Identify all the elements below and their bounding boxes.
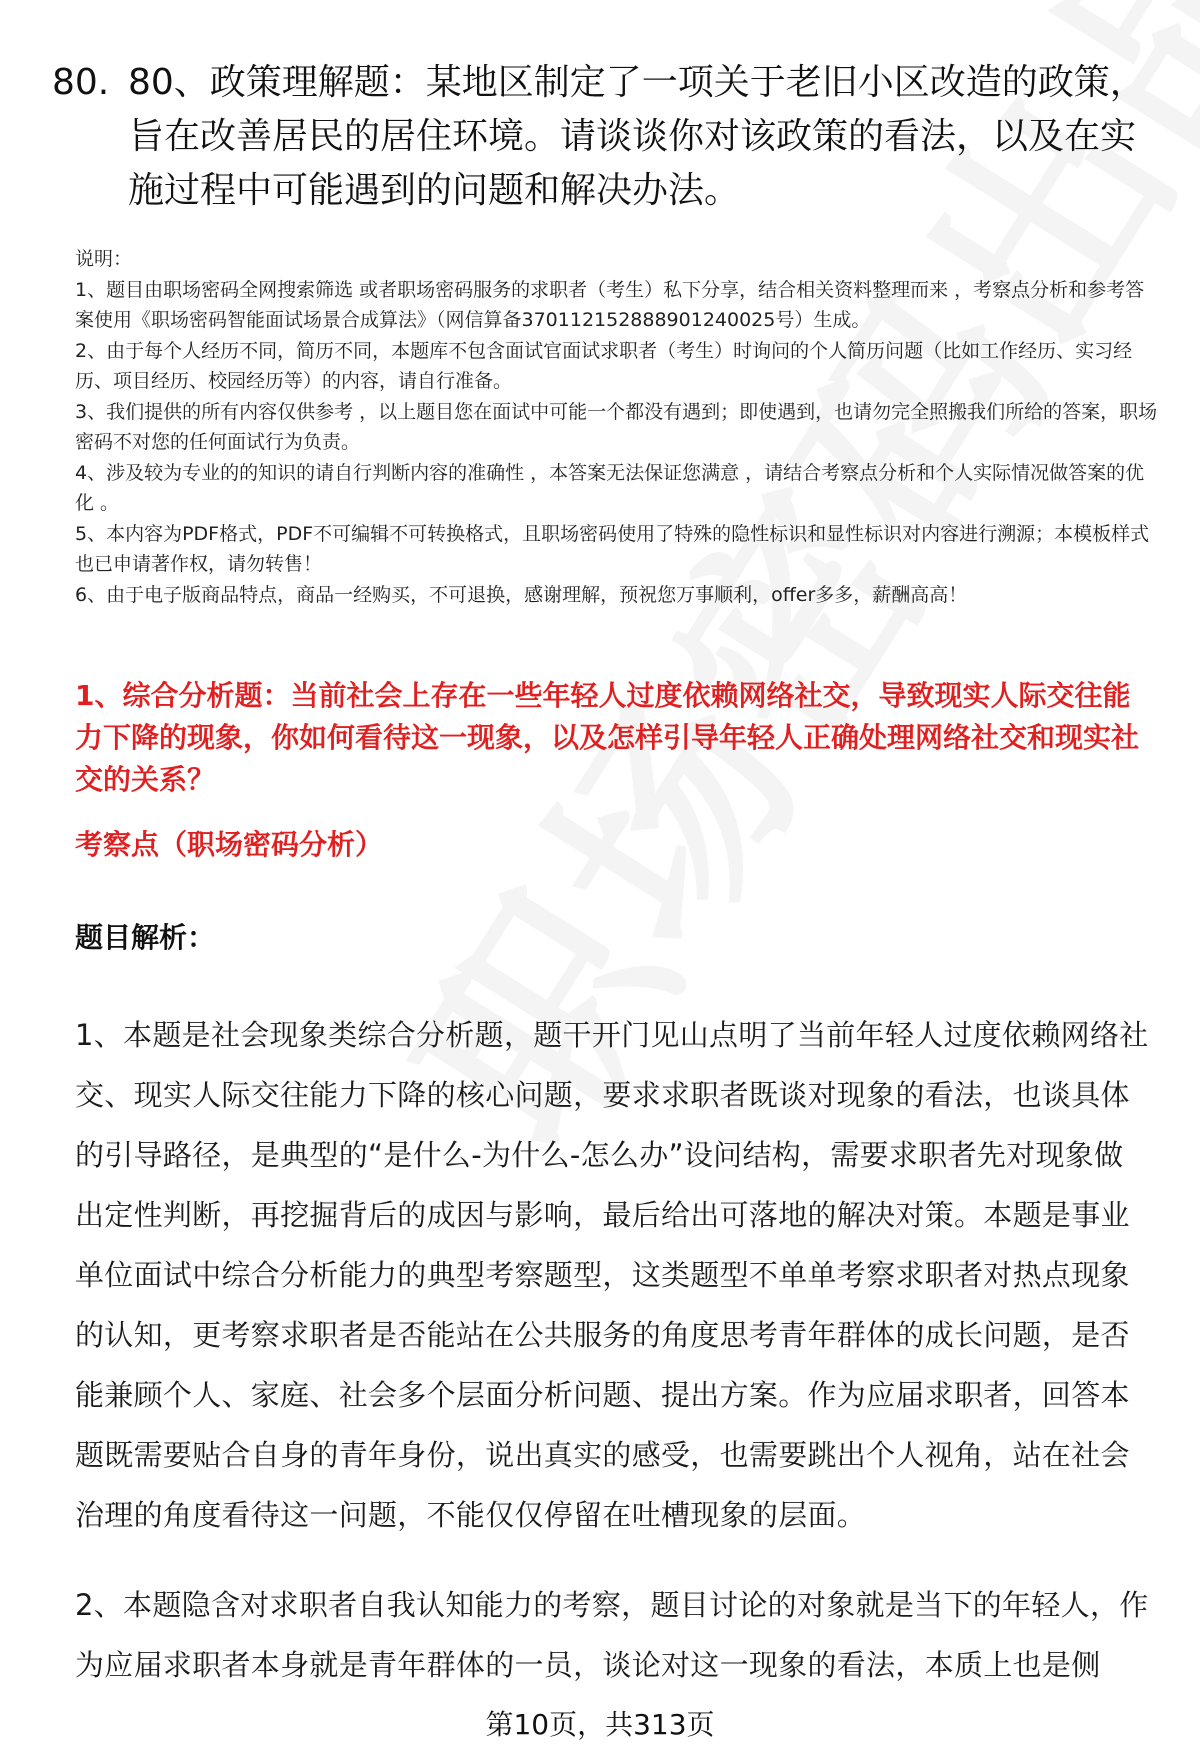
question-number: 80. [52, 62, 110, 103]
note-item: 3、我们提供的所有内容仅供参考 ，以上题目您在面试中可能一个都没有遇到；即使遇到，也请勿完全照搬我们所给的答案，职场密码不对您的任何面试行为负责。 [75, 400, 1158, 453]
notes-heading: 说明： [75, 248, 133, 270]
analysis-paragraph-1: 1、本题是社会现象类综合分析题，题干开门见山点明了当前年轻人过度依赖网络社交、现实人际交往能力下降的核心问题，要求求职者既谈对现象的看法，也谈具体的引导路径，是典型的“是什么-为什么-怎么办”设问结构，需要求职者先对现象做出定性判断，再挖掘背后的成因与影响，最后给出可落地的解决对策。本题是事业单位面试中综合分析能力的典型考察题型，这类题型不单单考察求职者对热点现象的认知，更考察求职者是否能站在公共服务的角度思考青年群体的成长问题，是否能兼顾个人、家庭、社会多个层面分析问题、提出方案。作为应届求职者，回答本题既需要贴合自身的青年身份，说出真实的感受，也需要跳出个人视角，站在社会治理的角度看待这一问题，不能仅仅停留在吐槽现象的层面。 [75, 1018, 1149, 1532]
note-item: 6、由于电子版商品特点，商品一经购买，不可退换，感谢理解，预祝您万事顺利，offer多多，薪酬高高！ [75, 583, 968, 606]
notes-block [75, 244, 1160, 610]
note-item: 5、本内容为PDF格式，PDF不可编辑不可转换格式，且职场密码使用了特殊的隐性标识和显性标识对内容进行溯源；本模板样式也已申请著作权，请勿转售！ [75, 522, 1150, 575]
kaochadian-heading: 考察点（职场密码分析） [75, 828, 384, 861]
analysis-paragraph-2: 2、本题隐含对求职者自我认知能力的考察，题目讨论的对象就是当下的年轻人，作为应届求职者本身就是青年群体的一员，谈论对这一现象的看法，本质上也是侧 [75, 1588, 1149, 1682]
note-item: 1、题目由职场密码全网搜索筛选 或者职场密码服务的求职者（考生）私下分享，结合相关资料整理而来 ，考察点分析和参考答案使用《职场密码智能面试场景合成算法》（网信算备370112152888901240025号）生成。 [75, 278, 1145, 331]
page-footer: 第10页，共313页 [0, 1705, 1200, 1745]
note-item: 4、涉及较为专业的的知识的请自行判断内容的准确性 ，本答案无法保证您满意 ，请结合考察点分析和个人实际情况做答案的优化 。 [75, 461, 1145, 514]
question-title [52, 56, 1152, 218]
note-item: 2、由于每个人经历不同，简历不同，本题库不包含面试官面试求职者（考生）时询问的个人简历问题（比如工作经历、实习经历、项目经历、校园经历等）的内容，请自行准备。 [75, 339, 1133, 392]
question-text: 80、政策理解题：某地区制定了一项关于老旧小区改造的政策，旨在改善居民的居住环境。请谈谈你对该政策的看法，以及在实施过程中可能遇到的问题和解决办法。 [128, 62, 1146, 211]
jiexi-heading: 题目解析： [75, 921, 216, 954]
analysis-question: 1、综合分析题：当前社会上存在一些年轻人过度依赖网络社交，导致现实人际交往能力下降的现象，你如何看待这一现象，以及怎样引导年轻人正确处理网络社交和现实社交的关系？ [75, 679, 1140, 796]
